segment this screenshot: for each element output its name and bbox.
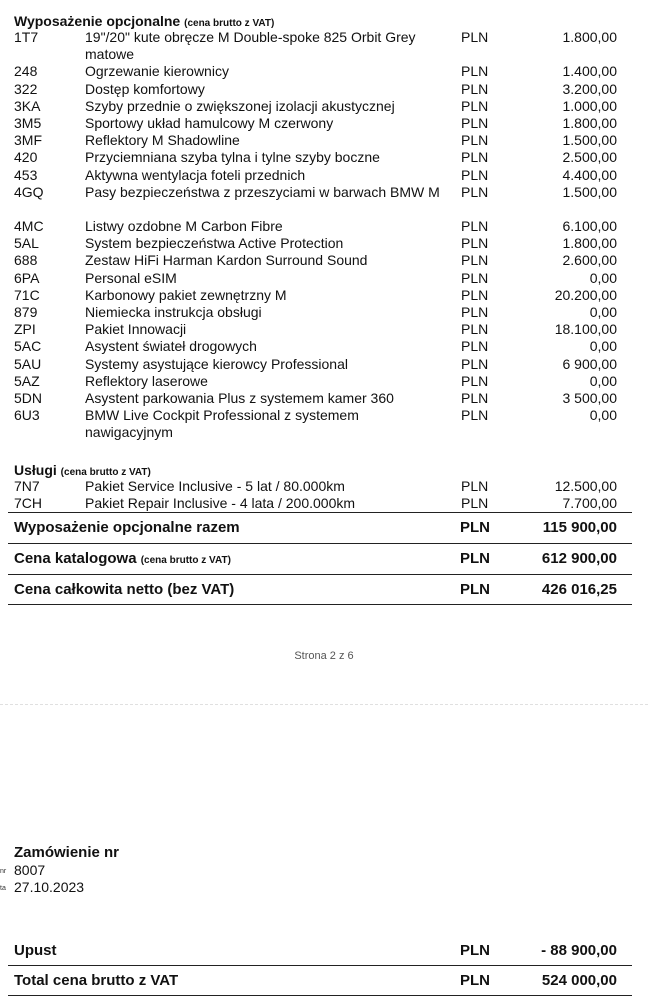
item-amount: 18.100,00 [554,321,617,338]
item-currency: PLN [461,407,489,424]
item-amount: 1.000,00 [562,97,617,114]
line-item-row [0,218,648,235]
item-currency: PLN [461,166,489,183]
line-item-row [0,132,648,149]
line-item-row [0,98,648,115]
divider [8,995,632,996]
net-total-amount: 426 016,25 [541,581,617,598]
item-code: 5AC [14,338,42,355]
line-item-row [0,407,648,441]
item-currency: PLN [461,478,489,494]
item-currency: PLN [461,286,489,303]
item-currency: PLN [461,132,489,149]
item-description: Reflektory laserowe [85,372,208,389]
item-currency: PLN [461,63,489,80]
catalog-price-label [14,550,231,567]
line-item-row [0,29,648,63]
item-description: Asystent parkowania Plus z systemem kamer 360 [85,389,394,406]
discount-label: Upust [14,942,57,959]
net-total-currency: PLN [460,581,490,598]
options-total-amount: 115 900,00 [542,519,617,536]
gross-total-row [0,965,648,995]
line-item-row [0,356,648,373]
line-item-row [0,115,648,132]
item-currency: PLN [461,114,489,131]
catalog-price-label-text: Cena katalogowa [14,550,137,567]
item-code: 248 [14,63,38,80]
item-code: 6U3 [14,407,40,424]
services-subtitle: (cena brutto z VAT) [60,467,151,478]
line-item-row [0,495,648,512]
order-block [14,844,119,896]
catalog-price-sub: (cena brutto z VAT) [140,555,231,566]
item-code: 4MC [14,218,44,235]
side-label-nr: nr [0,868,7,875]
item-description: Personal eSIM [85,269,177,286]
item-description: Systemy asystujące kierowcy Professional [85,355,348,372]
options-title: Wyposażenie opcjonalne [14,13,181,29]
item-amount: 7.700,00 [562,495,617,512]
line-item-row [0,235,648,252]
discount-row [0,935,648,965]
item-code: 71C [14,286,40,303]
line-item-row [0,252,648,269]
gross-total-amount: 524 000,00 [541,972,617,989]
item-amount: 12.500,00 [554,478,617,494]
item-currency: PLN [461,80,489,97]
item-code: 5AL [14,235,39,252]
item-code: 7N7 [14,478,40,494]
options-total-label: Wyposażenie opcjonalne razem [14,519,240,536]
item-description: Pakiet Repair Inclusive - 4 lata / 200.000km [85,495,356,512]
item-currency: PLN [461,389,489,406]
options-list [0,29,648,442]
item-code: 6PA [14,269,40,286]
item-code: 4GQ [14,183,44,200]
line-item-row [0,81,648,98]
gross-total-label: Total cena brutto z VAT [14,972,179,989]
item-amount: 1.500,00 [562,183,617,200]
item-currency: PLN [461,29,489,45]
item-code: 5AU [14,355,42,372]
item-amount: 2.600,00 [562,252,617,269]
item-amount: 6.100,00 [562,218,617,235]
item-amount: 3.200,00 [562,80,617,97]
page-number: Strona 2 z 6 [294,650,354,662]
page-separator [0,704,648,705]
item-description: Aktywna wentylacja foteli przednich [85,166,306,183]
catalog-price-amount: 612 900,00 [541,550,617,567]
divider [8,604,632,605]
line-item-row [0,390,648,407]
item-description: Przyciemniana szyba tylna i tylne szyby boczne [85,149,380,166]
item-currency: PLN [461,495,489,512]
item-description: Asystent świateł drogowych [85,338,257,355]
order-title: Zamówienie nr [14,844,120,861]
item-code: 1T7 [14,29,39,45]
item-code: 5AZ [14,372,40,389]
item-currency: PLN [461,252,489,269]
item-code: 688 [14,252,38,269]
item-description: Ogrzewanie kierownicy [85,63,229,80]
item-description: 19"/20" kute obręcze M Double-spoke 825 Orbit Grey matowe [85,29,416,63]
item-description: Pakiet Innowacji [85,321,187,338]
item-amount: 1.800,00 [562,29,617,45]
options-subtitle: (cena brutto z VAT) [184,18,275,29]
line-item-row [0,304,648,321]
item-currency: PLN [461,269,489,286]
item-code: 3KA [14,97,41,114]
item-description: Listwy ozdobne M Carbon Fibre [85,218,283,235]
item-code: 453 [14,166,38,183]
net-total-row [0,574,648,604]
item-description: Zestaw HiFi Harman Kardon Surround Sound [85,252,368,269]
gross-total-currency: PLN [460,972,490,989]
item-description: Reflektory M Shadowline [85,132,240,149]
item-amount: 3 500,00 [562,389,617,406]
item-amount: 2.500,00 [562,149,617,166]
item-currency: PLN [461,372,489,389]
item-currency: PLN [461,355,489,372]
item-description: Sportowy układ hamulcowy M czerwony [85,114,334,131]
item-amount: 0,00 [589,372,617,389]
item-currency: PLN [461,321,489,338]
item-code: 3M5 [14,114,42,131]
item-currency: PLN [461,235,489,252]
line-item-row [0,270,648,287]
item-description: BMW Live Cockpit Professional z systemem nawigacyjnym [85,407,359,441]
item-code: ZPI [14,321,36,338]
catalog-price-row [0,543,648,573]
item-description: System bezpieczeństwa Active Protection [85,235,344,252]
services-title: Usługi [14,462,57,478]
net-total-label: Cena całkowita netto (bez VAT) [14,581,235,598]
item-amount: 6 900,00 [562,355,617,372]
line-item-row [0,321,648,338]
item-description: Niemiecka instrukcja obsługi [85,304,262,321]
item-description: Pakiet Service Inclusive - 5 lat / 80.000km [85,478,345,494]
item-amount: 4.400,00 [562,166,617,183]
item-amount: 20.200,00 [554,286,617,303]
catalog-price-currency: PLN [460,550,490,567]
item-amount: 0,00 [589,338,617,355]
item-currency: PLN [461,304,489,321]
item-amount: 1.500,00 [562,132,617,149]
line-item-row [0,184,648,218]
item-currency: PLN [461,149,489,166]
options-total-currency: PLN [460,519,490,536]
line-item-row [0,478,648,495]
item-amount: 0,00 [589,407,617,424]
order-date: 27.10.2023 [14,879,85,895]
item-amount: 0,00 [589,304,617,321]
item-currency: PLN [461,218,489,235]
item-code: 5DN [14,389,43,406]
item-amount: 1.800,00 [562,114,617,131]
line-item-row [0,338,648,355]
item-amount: 1.800,00 [562,235,617,252]
services-list [0,478,648,512]
side-label-ta: ta [0,885,6,892]
item-description: Szyby przednie o zwiększonej izolacji akustycznej [85,97,395,114]
item-currency: PLN [461,338,489,355]
line-item-row [0,63,648,80]
order-number: 8007 [14,862,46,878]
line-item-row [0,287,648,304]
item-description: Pasy bezpieczeństwa z przeszyciami w barwach BMW M [85,183,440,200]
discount-amount: - 88 900,00 [541,942,617,959]
item-currency: PLN [461,183,489,200]
line-item-row [0,373,648,390]
item-code: 420 [14,149,38,166]
item-description: Karbonowy pakiet zewnętrzny M [85,286,287,303]
options-total-row [0,512,648,542]
line-item-row [0,149,648,166]
line-item-row [0,167,648,184]
item-currency: PLN [461,97,489,114]
item-description: Dostęp komfortowy [85,80,205,97]
item-code: 7CH [14,495,43,512]
item-amount: 1.400,00 [562,63,617,80]
item-code: 3MF [14,132,42,149]
discount-currency: PLN [460,942,490,959]
item-code: 322 [14,80,38,97]
item-amount: 0,00 [589,269,617,286]
item-code: 879 [14,304,38,321]
